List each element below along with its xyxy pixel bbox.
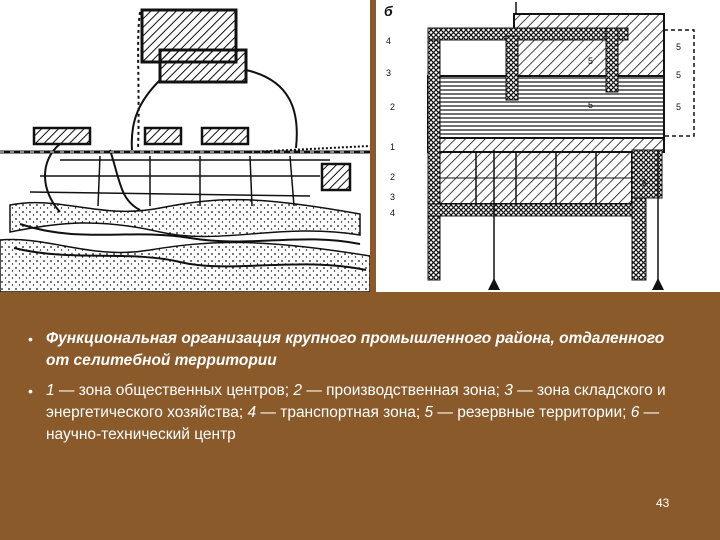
legend-desc: — зона складского и энергетического хозяйства;: [46, 382, 666, 421]
legend-number: 6: [630, 404, 640, 421]
zone-label: 6: [642, 178, 648, 188]
legend-number: 2: [293, 382, 303, 399]
legend-number: 1: [46, 382, 55, 399]
legend-desc: — зона общественных центров;: [54, 382, 294, 399]
zone-label: 5: [588, 56, 594, 66]
legend-text: [46, 382, 666, 443]
title-bullet: [28, 328, 678, 372]
legend-number: 5: [424, 404, 434, 421]
zone-label: 1: [390, 142, 396, 152]
legend-number: 4: [247, 404, 257, 421]
description-text: [28, 328, 678, 454]
bullet-icon: •: [28, 331, 33, 347]
zone-label: 5: [676, 102, 682, 112]
page-number: 43: [656, 496, 670, 510]
slide-title: Функциональная организация крупного промышленного района, отдаленного от селитебной территории: [46, 330, 665, 369]
zone-label: 3: [386, 68, 392, 78]
zone-label: 5: [676, 42, 682, 52]
zone-label: 4: [386, 36, 392, 46]
legend-bullet: [28, 380, 678, 446]
plan-figure-b: [376, 0, 720, 292]
legend-desc: — производственная зона;: [302, 382, 505, 399]
legend-desc: — резервные территории;: [433, 404, 631, 421]
legend-desc: — научно-технический центр: [46, 404, 660, 443]
zone-label: 2: [390, 172, 396, 182]
legend-number: 3: [504, 382, 513, 399]
plan-b-drawing: [376, 0, 720, 292]
plan-a-drawing: [0, 0, 370, 292]
zone-label: 2: [390, 102, 396, 112]
zone-label: 4: [390, 208, 396, 218]
plan-figure-a: [0, 0, 370, 292]
zone-label: 5: [588, 100, 594, 110]
zone-label: 3: [390, 192, 396, 202]
figure-b-label: б: [384, 3, 393, 19]
bullet-icon: •: [28, 383, 33, 399]
zone-label: 5: [676, 70, 682, 80]
legend-desc: — транспортная зона;: [256, 404, 425, 421]
